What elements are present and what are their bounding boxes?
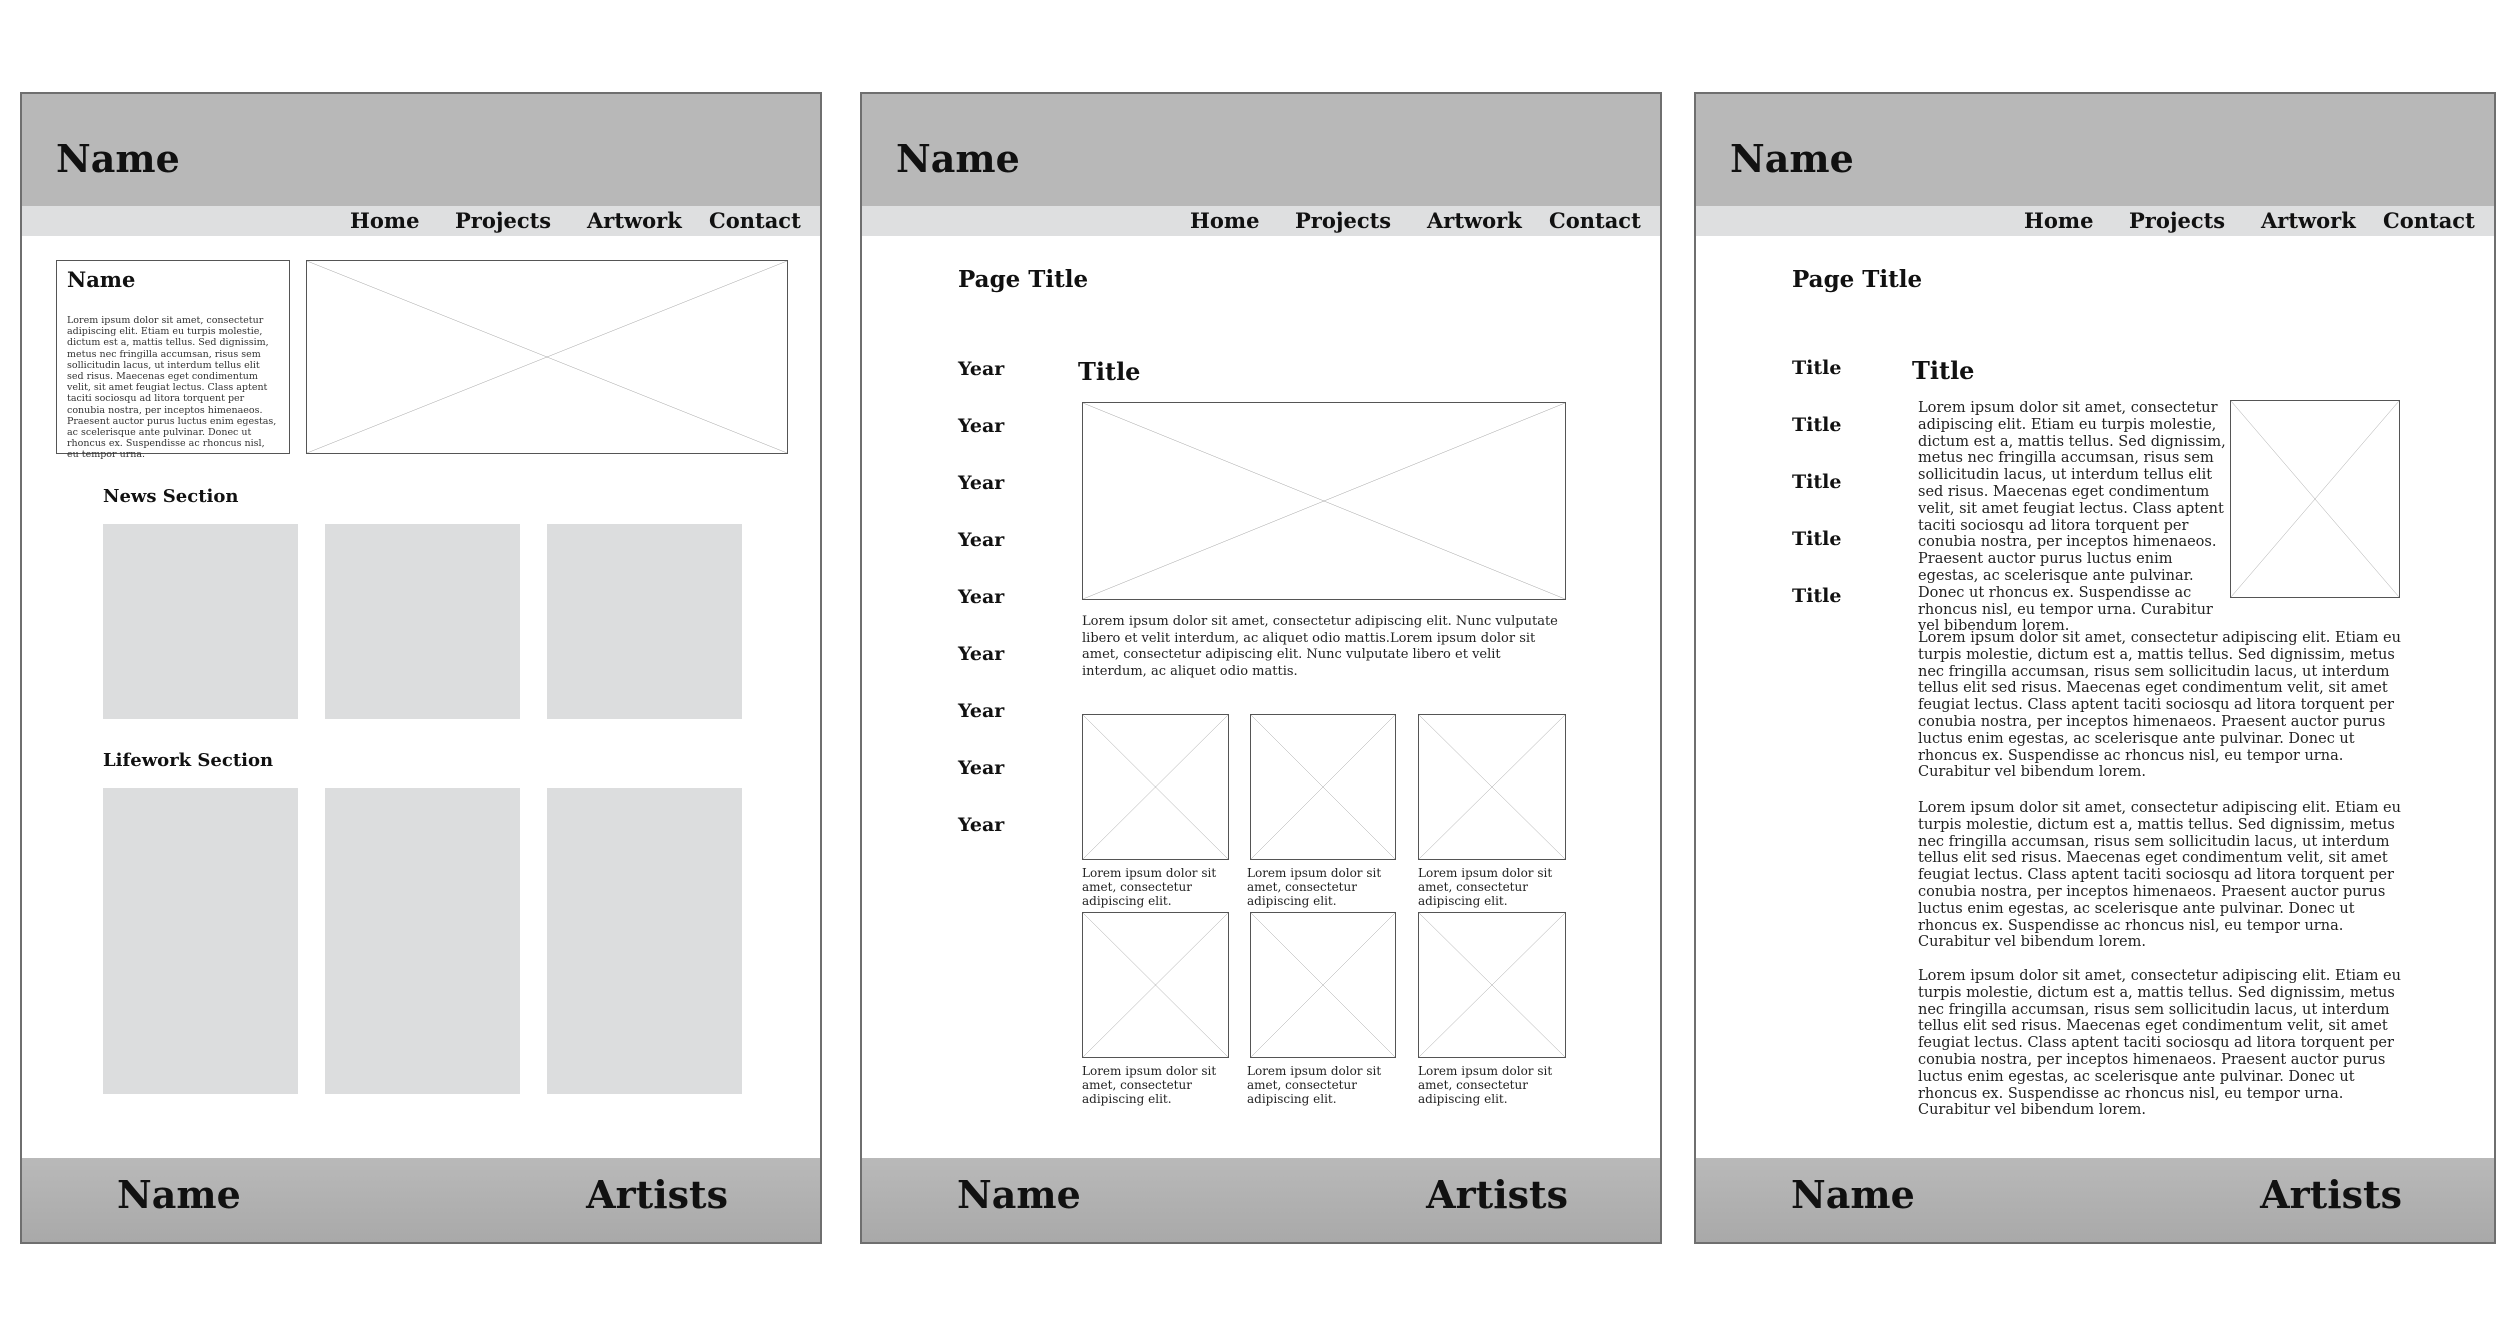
thumbnail-caption: Lorem ipsum dolor sit amet, consectetur adipiscing elit.	[1247, 866, 1382, 908]
nav-projects[interactable]: Projects	[455, 208, 552, 233]
nav-projects[interactable]: Projects	[2129, 208, 2226, 233]
year-link[interactable]: Year	[958, 358, 1005, 380]
image-placeholder-icon	[1251, 913, 1395, 1057]
nav-bar	[862, 206, 1660, 236]
thumbnail-caption: Lorem ipsum dolor sit amet, consectetur adipiscing elit.	[1418, 1064, 1553, 1106]
body-paragraph: Lorem ipsum dolor sit amet, consectetur adipiscing elit. Etiam eu turpis molestie, dictum est a, mattis tellus. Sed dignissim, metus nec fringilla accumsan, risus sem sollicitudin lacus, ut interdum tellus elit sed risus. Maecenas eget condimentum velit, sit amet feugiat lectus. Class aptent taciti sociosqu ad litora torquent per conubia nostra, per inceptos himenaeos. Praesent auctor purus luctus enim egestas, ac scelerisque ante pulvinar. Donec ut rhoncus ex. Suspendisse ac rhoncus nisl, eu tempor urna. Curabitur vel bibendum lorem.	[1918, 800, 2401, 951]
thumbnail-placeholder[interactable]	[1418, 912, 1566, 1058]
year-link[interactable]: Year	[958, 643, 1005, 665]
footer-artists: Artists	[1426, 1172, 1568, 1217]
site-name[interactable]: Name	[896, 136, 1020, 181]
item-title: Title	[1078, 357, 1141, 386]
title-link[interactable]: Title	[1792, 585, 1842, 607]
nav-artwork[interactable]: Artwork	[2261, 208, 2356, 233]
footer-name: Name	[957, 1172, 1081, 1217]
year-link[interactable]: Year	[958, 700, 1005, 722]
header	[1696, 94, 2494, 206]
image-placeholder-icon	[1251, 715, 1395, 859]
image-placeholder-icon	[2231, 401, 2399, 597]
body-paragraph: Lorem ipsum dolor sit amet, consectetur adipiscing elit. Etiam eu turpis molestie, dictum est a, mattis tellus. Sed dignissim, metus nec fringilla accumsan, risus sem sollicitudin lacus, ut interdum tellus elit sed risus. Maecenas eget condimentum velit, sit amet feugiat lectus. Class aptent taciti sociosqu ad litora torquent per conubia nostra, per inceptos himenaeos. Praesent auctor purus luctus enim egestas, ac scelerisque ante pulvinar. Donec ut rhoncus ex. Suspendisse ac rhoncus nisl, eu tempor urna. Curabitur vel bibendum lorem.	[1918, 968, 2401, 1119]
news-heading: News Section	[103, 486, 239, 507]
item-title: Title	[1912, 356, 1975, 385]
image-placeholder-icon	[1083, 403, 1565, 599]
news-card[interactable]	[547, 524, 742, 719]
nav-bar	[1696, 206, 2494, 236]
news-card[interactable]	[325, 524, 520, 719]
site-name[interactable]: Name	[1730, 136, 1854, 181]
main-image-placeholder	[1082, 402, 1566, 600]
header	[22, 94, 820, 206]
thumbnail-caption: Lorem ipsum dolor sit amet, consectetur adipiscing elit.	[1082, 866, 1217, 908]
thumbnail-caption: Lorem ipsum dolor sit amet, consectetur adipiscing elit.	[1247, 1064, 1382, 1106]
header	[862, 94, 1660, 206]
year-link[interactable]: Year	[958, 586, 1005, 608]
wireframe-artwork	[1694, 92, 2496, 1244]
footer-name: Name	[117, 1172, 241, 1217]
title-link[interactable]: Title	[1792, 528, 1842, 550]
image-placeholder-icon	[1419, 913, 1565, 1057]
nav-artwork[interactable]: Artwork	[1427, 208, 1522, 233]
nav-artwork[interactable]: Artwork	[587, 208, 682, 233]
body-paragraph: Lorem ipsum dolor sit amet, consectetur adipiscing elit. Etiam eu turpis molestie, dictum est a, mattis tellus. Sed dignissim, metus nec fringilla accumsan, risus sem sollicitudin lacus, ut interdum tellus elit sed risus. Maecenas eget condimentum velit, sit amet feugiat lectus. Class aptent taciti sociosqu ad litora torquent per conubia nostra, per inceptos himenaeos. Praesent auctor purus luctus enim egestas, ac scelerisque ante pulvinar. Donec ut rhoncus ex. Suspendisse ac rhoncus nisl, eu tempor urna. Curabitur vel bibendum lorem.	[1918, 630, 2401, 781]
thumbnail-caption: Lorem ipsum dolor sit amet, consectetur adipiscing elit.	[1082, 1064, 1217, 1106]
hero-image-placeholder	[306, 260, 788, 454]
lifework-card[interactable]	[547, 788, 742, 1094]
thumbnail-caption: Lorem ipsum dolor sit amet, consectetur adipiscing elit.	[1418, 866, 1553, 908]
page-title: Page Title	[1792, 266, 1923, 293]
site-name[interactable]: Name	[56, 136, 180, 181]
nav-home[interactable]: Home	[350, 208, 420, 233]
intro-box	[56, 260, 290, 461]
lifework-card[interactable]	[103, 788, 298, 1094]
footer-artists: Artists	[2260, 1172, 2402, 1217]
image-placeholder-icon	[1419, 715, 1565, 859]
thumbnail-placeholder[interactable]	[1082, 714, 1229, 860]
title-link[interactable]: Title	[1792, 471, 1842, 493]
intro-title: Name	[67, 267, 136, 292]
nav-contact[interactable]: Contact	[709, 208, 801, 233]
intro-paragraph: Lorem ipsum dolor sit amet, consectetur adipiscing elit. Etiam eu turpis molestie, dictum est a, mattis tellus. Sed dignissim, metus nec fringilla accumsan, risus sem sollicitudin lacus, ut interdum tellus elit sed risus. Maecenas eget condimentum velit, sit amet feugiat lectus. Class aptent taciti sociosqu ad litora torquent per conubia nostra, per inceptos himenaeos. Praesent auctor purus luctus enim egestas, ac scelerisque ante pulvinar. Donec ut rhoncus ex. Suspendisse ac rhoncus nisl, eu tempor urna. Curabitur vel bibendum lorem.	[1918, 400, 2226, 635]
footer	[1696, 1158, 2494, 1242]
thumbnail-placeholder[interactable]	[1418, 714, 1566, 860]
title-link[interactable]: Title	[1792, 357, 1842, 379]
artwork-image-placeholder	[2230, 400, 2400, 598]
footer-artists: Artists	[586, 1172, 728, 1217]
year-link[interactable]: Year	[958, 814, 1005, 836]
nav-contact[interactable]: Contact	[2383, 208, 2475, 233]
project-description: Lorem ipsum dolor sit amet, consectetur adipiscing elit. Nunc vulputate libero et velit interdum, ac aliquet odio mattis.Lorem ipsum dolor sit amet, consectetur adipiscing elit. Nunc vulputate libero et velit interdum, ac aliquet odio mattis.	[1082, 614, 1558, 679]
wireframe-home	[20, 92, 822, 1244]
image-placeholder-icon	[1083, 913, 1228, 1057]
lifework-card[interactable]	[325, 788, 520, 1094]
image-placeholder-icon	[307, 261, 787, 453]
nav-home[interactable]: Home	[1190, 208, 1260, 233]
nav-home[interactable]: Home	[2024, 208, 2094, 233]
wireframe-projects	[860, 92, 1662, 1244]
nav-projects[interactable]: Projects	[1295, 208, 1392, 233]
year-link[interactable]: Year	[958, 757, 1005, 779]
footer	[862, 1158, 1660, 1242]
thumbnail-placeholder[interactable]	[1250, 912, 1396, 1058]
image-placeholder-icon	[1083, 715, 1228, 859]
intro-text: Lorem ipsum dolor sit amet, consectetur adipiscing elit. Etiam eu turpis molestie, dictum est a, mattis tellus. Sed dignissim, metus nec fringilla accumsan, risus sem sollicitudin lacus, ut interdum tellus elit sed risus. Maecenas eget condimentum velit, sit amet feugiat lectus. Class aptent taciti sociosqu ad litora torquent per conubia nostra, per inceptos himenaeos. Praesent auctor purus luctus enim egestas, ac scelerisque ante pulvinar. Donec ut rhoncus ex. Suspendisse ac rhoncus nisl, eu tempor urna.	[67, 315, 277, 461]
lifework-heading: Lifework Section	[103, 750, 274, 771]
thumbnail-placeholder[interactable]	[1082, 912, 1229, 1058]
year-link[interactable]: Year	[958, 529, 1005, 551]
footer-name: Name	[1791, 1172, 1915, 1217]
nav-contact[interactable]: Contact	[1549, 208, 1641, 233]
year-link[interactable]: Year	[958, 472, 1005, 494]
year-link[interactable]: Year	[958, 415, 1005, 437]
news-card[interactable]	[103, 524, 298, 719]
page-title: Page Title	[958, 266, 1089, 293]
thumbnail-placeholder[interactable]	[1250, 714, 1396, 860]
footer	[22, 1158, 820, 1242]
title-link[interactable]: Title	[1792, 414, 1842, 436]
nav-bar	[22, 206, 820, 236]
